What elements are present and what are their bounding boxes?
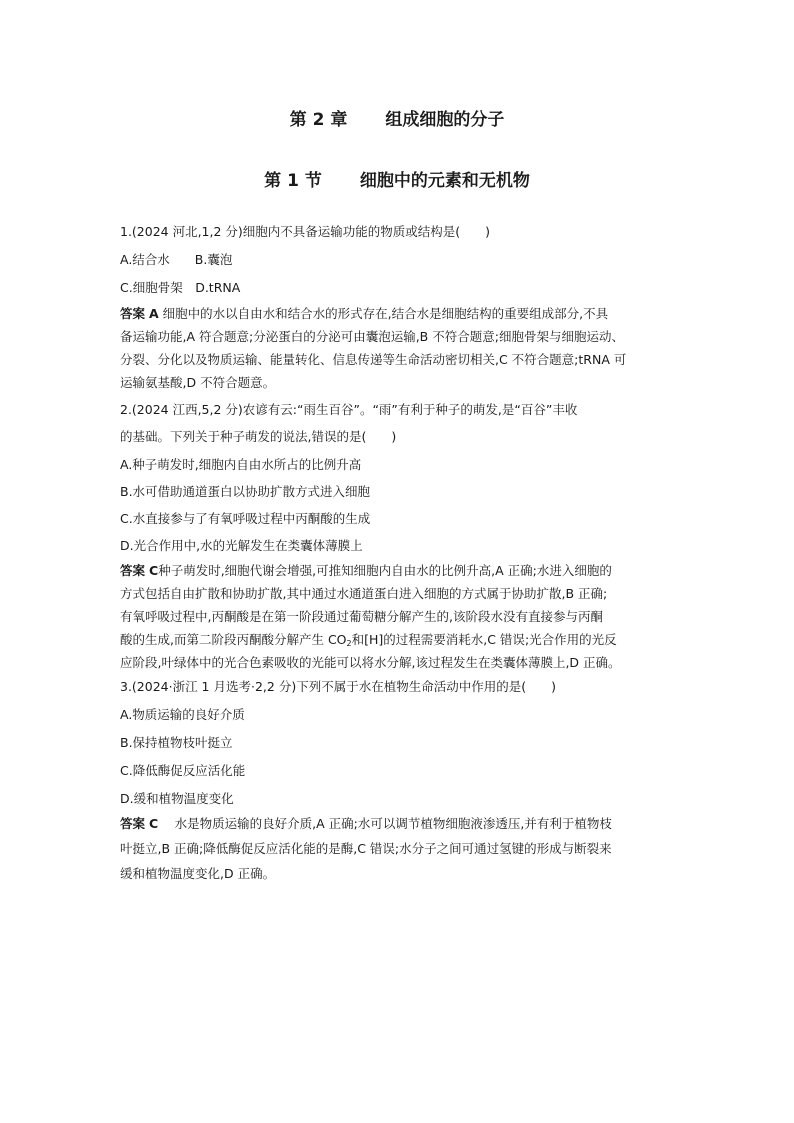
question-stem: 3.(2024·浙江 1 月选考·2,2 分)下列不属于水在植物生命活动中作用的是( ) xyxy=(120,679,556,694)
option-line: A.种子萌发时,细胞内自由水所占的比例升高 xyxy=(120,457,362,472)
section-title xyxy=(0,166,794,191)
explanation-line: 分裂、分化以及物质运输、能量转化、信息传递等生命活动密切相关,C 不符合题意;tRNA 可 xyxy=(120,352,627,367)
chapter-title xyxy=(0,105,794,130)
option-line: A.结合水 B.囊泡 xyxy=(120,252,233,267)
answer-block xyxy=(120,816,680,882)
explanation-line: 方式包括自由扩散和协助扩散,其中通过水通道蛋白进入细胞的方式属于协助扩散,B 正确; xyxy=(120,586,608,601)
explanation-line: 叶挺立,B 正确;降低酶促反应活化能的是酶,C 错误;水分子之间可通过氢键的形成与断裂来 xyxy=(120,841,612,856)
explanation-text: 水是物质运输的良好介质,A 正确;水可以调节植物细胞液渗透压,并有利于植物枝 xyxy=(162,816,612,831)
question-3 xyxy=(120,679,680,882)
chapter-number: 第 2 章 xyxy=(289,110,348,130)
answer-key: C xyxy=(149,563,159,578)
question-2 xyxy=(120,402,680,671)
explanation-line: 酸的生成,而第二阶段丙酮酸分解产生 $CO_2$和[H]的过程需要消耗水,C 错误;光合作用的光反 xyxy=(120,632,617,648)
chapter-name: 组成细胞的分子 xyxy=(385,110,505,130)
question-stem: 1.(2024 河北,1,2 分)细胞内不具备运输功能的物质或结构是( ) xyxy=(120,224,491,239)
answer-label: 答案 xyxy=(120,306,146,321)
explanation-line xyxy=(120,816,680,832)
question-stem: 的基础。下列关于种子萌发的说法,错误的是( ) xyxy=(120,429,397,444)
answer-key: A xyxy=(149,306,159,321)
explanation-line xyxy=(120,563,680,579)
question-stem: 2.(2024 江西,5,2 分)农谚有云:“雨生百谷”。“雨”有利于种子的萌发,是“百谷”丰收 xyxy=(120,402,578,417)
question-1 xyxy=(120,224,680,391)
explanation-text: 细胞中的水以自由水和结合水的形式存在,结合水是细胞结构的重要组成部分,不具 xyxy=(162,306,609,321)
option-line: D.光合作用中,水的光解发生在类囊体薄膜上 xyxy=(120,538,363,553)
explanation-line: 运输氨基酸,D 不符合题意。 xyxy=(120,375,276,390)
option-line: C.降低酶促反应活化能 xyxy=(120,763,246,778)
question-list xyxy=(120,224,680,882)
option-line: C.细胞骨架 D.tRNA xyxy=(120,280,241,295)
section-name: 细胞中的元素和无机物 xyxy=(359,171,530,191)
answer-label: 答案 xyxy=(120,563,146,578)
explanation-line: 应阶段,叶绿体中的光合色素吸收的光能可以将水分解,该过程发生在类囊体薄膜上,D 正确。 xyxy=(120,655,621,670)
explanation-line xyxy=(120,306,680,322)
explanation-line: 有氧呼吸过程中,丙酮酸是在第一阶段通过葡萄糖分解产生的,该阶段水没有直接参与丙酮 xyxy=(120,609,603,624)
answer-block xyxy=(120,306,680,391)
subscript-2: 2 xyxy=(346,639,352,648)
option-line: C.水直接参与了有氧呼吸过程中丙酮酸的生成 xyxy=(120,511,371,526)
explanation-line: 备运输功能,A 符合题意;分泌蛋白的分泌可由囊泡运输,B 不符合题意;细胞骨架与细胞运动、 xyxy=(120,329,624,344)
answer-block xyxy=(120,563,680,671)
answer-key: C xyxy=(149,816,159,831)
answer-label: 答案 xyxy=(120,816,146,831)
explanation-line: 缓和植物温度变化,D 正确。 xyxy=(120,866,276,881)
option-line: A.物质运输的良好介质 xyxy=(120,707,245,722)
option-line: B.保持植物枝叶挺立 xyxy=(120,735,233,750)
option-line: D.缓和植物温度变化 xyxy=(120,791,234,806)
section-number: 第 1 节 xyxy=(264,171,322,191)
option-line: B.水可借助通道蛋白以协助扩散方式进入细胞 xyxy=(120,484,371,499)
explanation-text: 种子萌发时,细胞代谢会增强,可推知细胞内自由水的比例升高,A 正确;水进入细胞的 xyxy=(158,563,612,578)
